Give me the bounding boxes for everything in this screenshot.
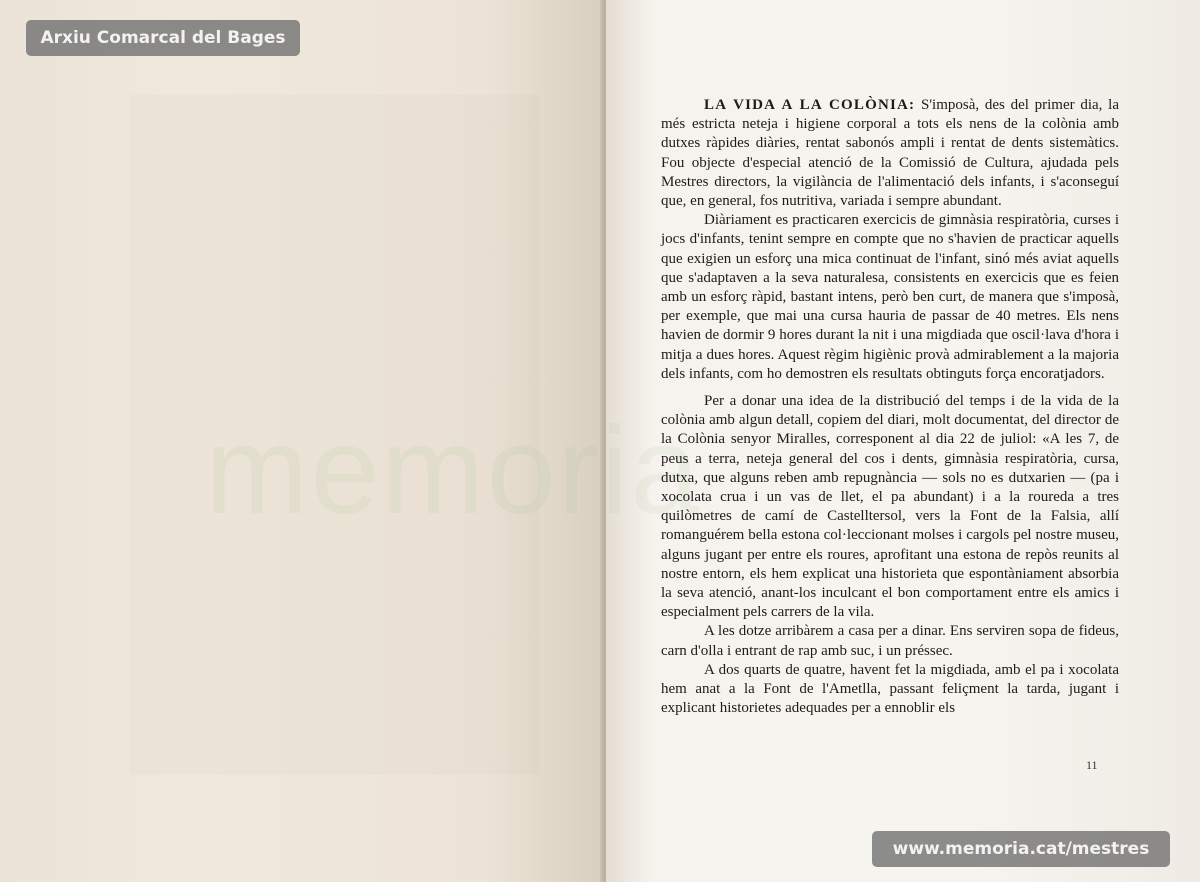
archive-badge: Arxiu Comarcal del Bages bbox=[26, 20, 300, 56]
page-number: 11 bbox=[1086, 758, 1098, 772]
paragraph-2: Diàriament es practicaren exercicis de gimnàsia respiratòria, curses i jocs d'infants, tenint sempre en compte que no s'havien de practicar aquells que exigien un esforç una mica continuat de l'infant, sinó més aviat aquells que s'adaptaven a la seva naturalesa, consistents en exercicis que es feien amb un esforç ràpid, bastant intens, però ben curt, de manera que s'imposà, per exemple, que mai una cursa hauria de passar de 40 metres. Els nens havien de dormir 9 hores durant la nit i una migdiada que oscil·lava d'hora i mitja a dues hores. Aquest règim higiènic provà admirablement a la majoria dels infants, com ho demostren els resultats obtinguts força encoratjadors. bbox=[661, 212, 1119, 382]
page-text bbox=[661, 96, 1119, 719]
paragraph-1-text: S'imposà, des del primer dia, la més estricta neteja i higiene corporal a tots els nens de la colònia amb dutxes ràpides diàries, rentat sabonós ampli i rentat de dents sistemàtics. Fou objecte d'especial atenció de la Comissió de Cultura, ajudada pels Mestres directors, la vigilància de l'alimentació dels infants, i s'aconseguí que, en general, fos nutritiva, variada i sempre abundant. bbox=[661, 97, 1119, 210]
memoria-watermark: memoria bbox=[205, 402, 702, 540]
paragraph-4: A les dotze arribàrem a casa per a dinar. Ens serviren sopa de fideus, carn d'olla i entrant de rap amb suc, i un préssec. bbox=[661, 623, 1119, 659]
site-url-badge[interactable]: www.memoria.cat/mestres bbox=[872, 831, 1170, 867]
paragraph-3: Per a donar una idea de la distribució del temps i de la vida de la colònia amb algun detall, copiem del diari, molt documentat, del director de la Colònia senyor Miralles, corresponent al dia 22 de juliol: «A les 7, de peus a terra, neteja general del cos i dents, gimnàsia respiratòria, cursa, dutxa, que alguns reben amb repugnància — sols no es dutxarien — (pa i xocolata crua i un vas de llet, el pa abundant) i a la roureda a tres quilòmetres de camí de Castelltersol, vers la Font de la Falsia, allí romanguérem bella estona col·leccionant molses i cargols pel nostre museu, alguns jugant per entre els roures, aprofitant una estona de repòs reunits al nostre entorn, els hem explicat una historieta que espontàniament absorbia la seva atenció, anant-los inculcant el bon comportament entre els amics i especialment pels carrers de la vila. bbox=[661, 393, 1119, 621]
section-heading: LA VIDA A LA COLÒNIA: bbox=[704, 97, 916, 113]
paragraph-5: A dos quarts de quatre, havent fet la migdiada, amb el pa i xocolata hem anat a la Font de l'Ametlla, passant feliçment la tarda, jugant i explicant historietes adequades per a ennoblir els bbox=[661, 661, 1119, 717]
paragraph-1 bbox=[661, 96, 1119, 211]
